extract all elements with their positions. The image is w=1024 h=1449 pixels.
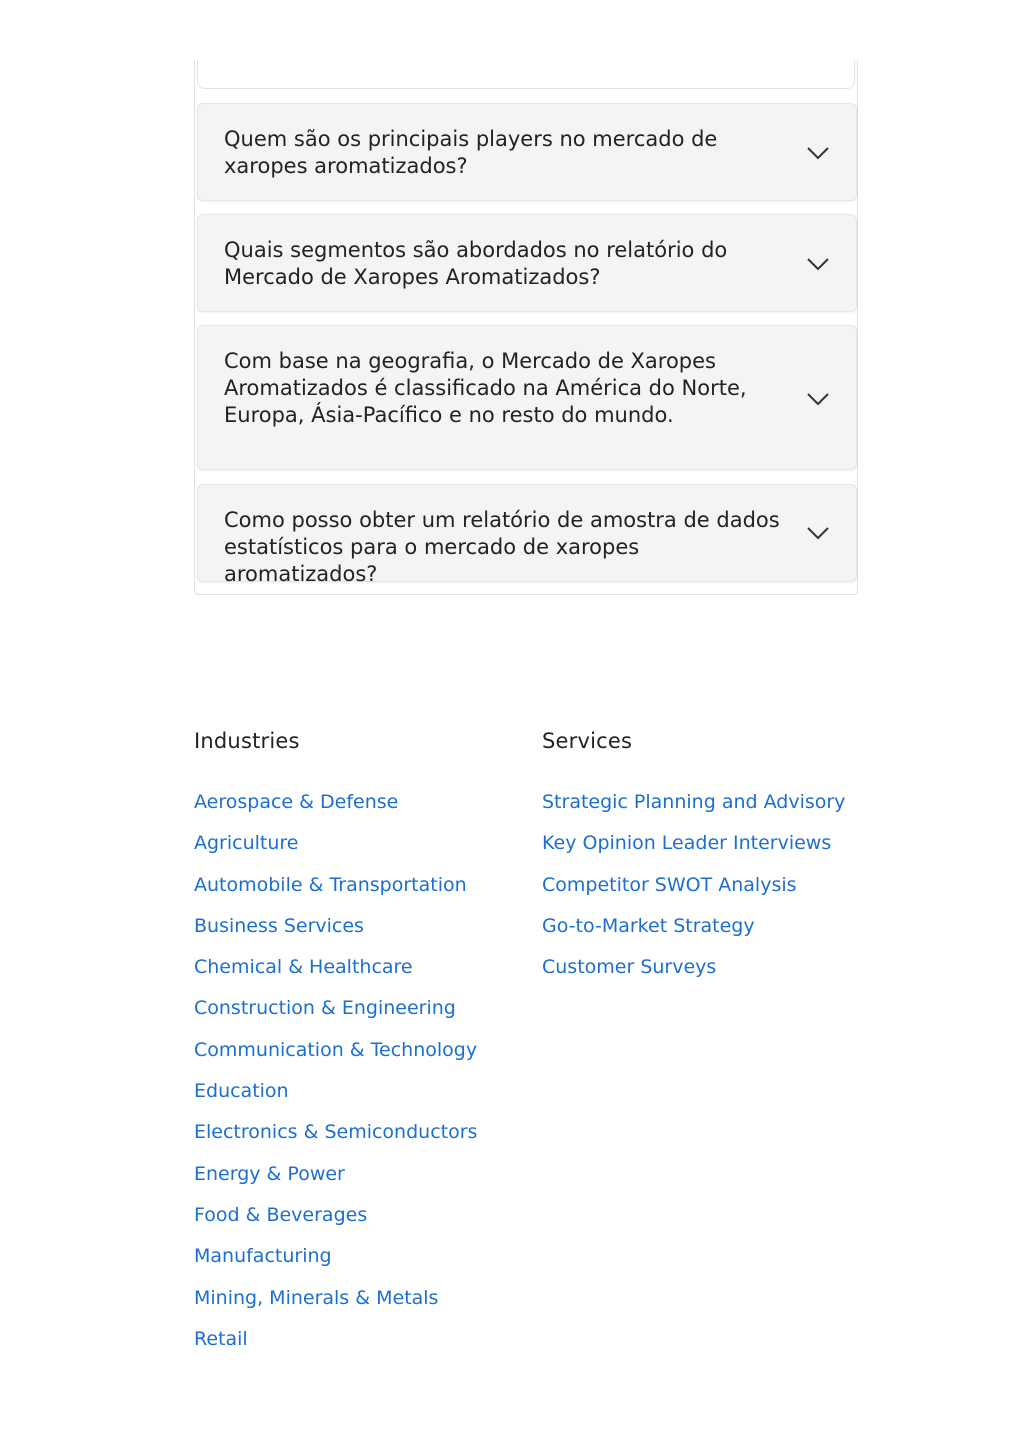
industry-link[interactable]: Education — [194, 1080, 289, 1103]
industry-link[interactable]: Manufacturing — [194, 1245, 332, 1268]
faq-item-3[interactable] — [197, 325, 857, 470]
industry-link[interactable]: Energy & Power — [194, 1162, 345, 1185]
service-link[interactable]: Key Opinion Leader Interviews — [542, 832, 832, 855]
faq-question: Como posso obter um relatório de amostra de dados estatísticos para o mercado de xaropes aromatizados? — [224, 508, 780, 586]
industry-link[interactable]: Mining, Minerals & Metals — [194, 1286, 439, 1309]
industry-link[interactable]: Retail — [194, 1327, 248, 1350]
industry-link[interactable]: Food & Beverages — [194, 1203, 368, 1226]
faq-accordion — [194, 60, 858, 595]
industry-link[interactable]: Agriculture — [194, 832, 299, 855]
service-link[interactable]: Strategic Planning and Advisory — [542, 791, 846, 813]
faq-question: Com base na geografia, o Mercado de Xaropes Aromatizados é classificado na América do Norte, Europa, Ásia-Pacífico e no resto do mundo. — [224, 349, 747, 427]
faq-item-4[interactable] — [197, 484, 857, 586]
industry-link[interactable]: Chemical & Healthcare — [194, 956, 413, 979]
footer-industries-heading: Industries — [194, 729, 300, 753]
industry-link[interactable]: Electronics & Semiconductors — [194, 1121, 478, 1144]
faq-question: Quais segmentos são abordados no relatório do Mercado de Xaropes Aromatizados? — [224, 238, 728, 289]
industry-link[interactable]: Automobile & Transportation — [194, 873, 467, 896]
service-link[interactable]: Go-to-Market Strategy — [542, 914, 755, 937]
service-link[interactable]: Competitor SWOT Analysis — [542, 873, 797, 896]
footer-services-heading: Services — [542, 729, 633, 753]
chevron-down-icon[interactable] — [806, 257, 830, 271]
service-link[interactable]: Customer Surveys — [542, 956, 717, 979]
industries-link-list — [194, 786, 514, 1364]
chevron-down-icon[interactable] — [806, 526, 830, 540]
faq-question: Quem são os principais players no mercado de xaropes aromatizados? — [224, 127, 718, 178]
industry-link[interactable]: Business Services — [194, 914, 364, 937]
industry-link[interactable]: Communication & Technology — [194, 1038, 478, 1061]
chevron-down-icon[interactable] — [806, 392, 830, 406]
industry-link[interactable]: Aerospace & Defense — [194, 791, 399, 813]
chevron-down-icon[interactable] — [806, 146, 830, 160]
industry-link[interactable]: Construction & Engineering — [194, 997, 456, 1020]
faq-item-2[interactable] — [197, 214, 857, 312]
footer-services-column — [542, 724, 846, 979]
faq-previous-item-bottom — [197, 60, 855, 89]
faq-item-1[interactable] — [197, 103, 857, 201]
footer-industries-column — [194, 724, 478, 1350]
services-link-list — [542, 786, 862, 992]
